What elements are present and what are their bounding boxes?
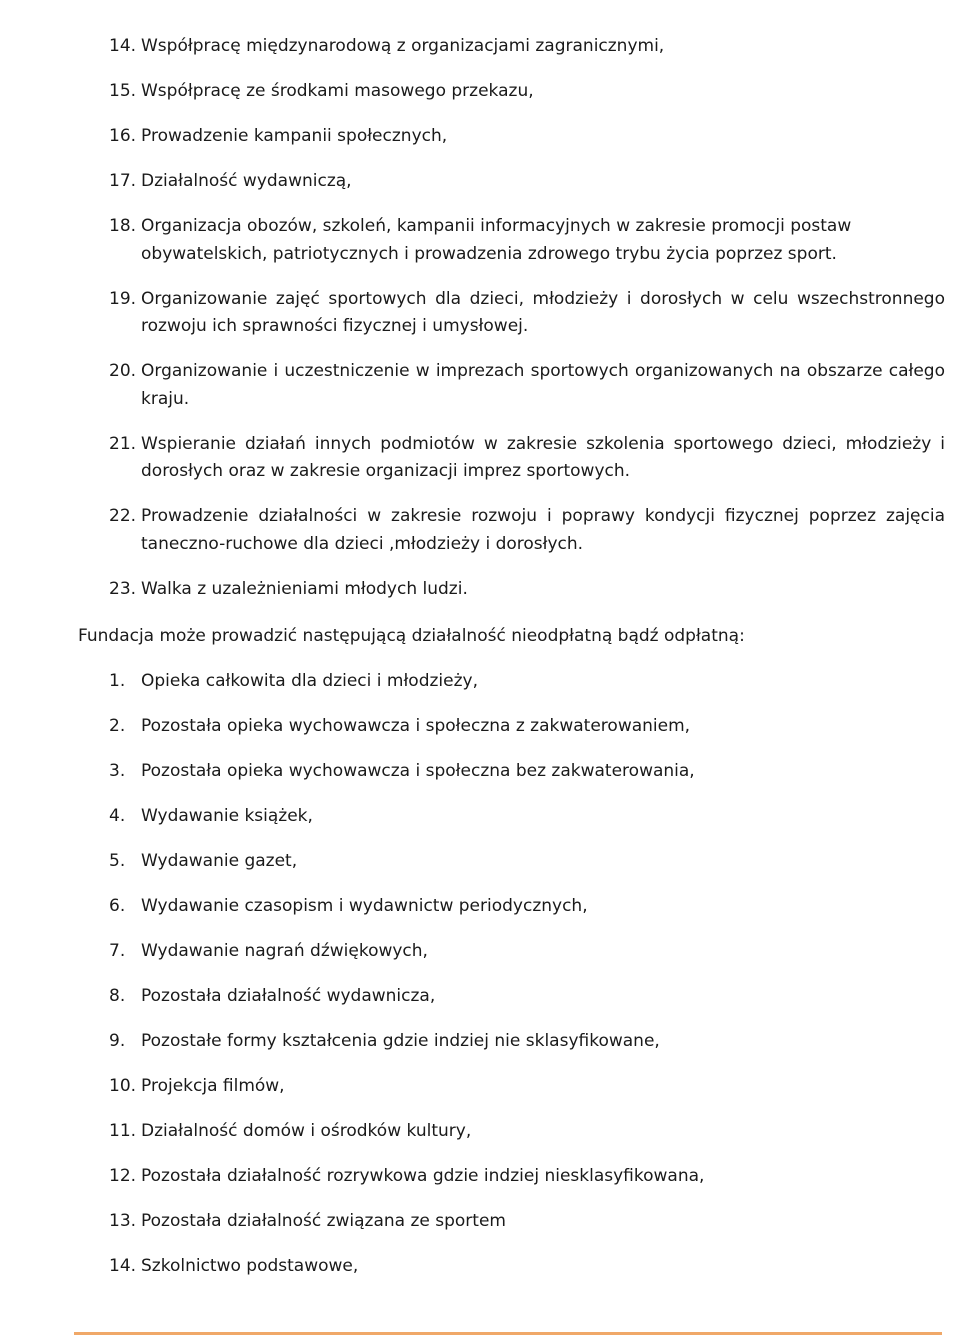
item-text: Organizowanie zajęć sportowych dla dzieci, młodzieży i dorosłych w celu wszechstronnego rozwoju ich sprawności fizycznej i umysłowej. [141,288,945,336]
item-text: Wydawanie książek, [141,806,313,826]
item-text: Organizowanie i uczestniczenie w imprezach sportowych organizowanych na obszarze całego kraju. [141,361,945,409]
item-text: Pozostała opieka wychowawcza i społeczna z zakwaterowaniem, [141,716,691,736]
list-item [109,1208,945,1236]
list-item [109,1253,945,1281]
list-item [109,758,945,786]
item-text: Wydawanie nagrań dźwiękowych, [141,941,428,961]
objectives-list [109,33,945,621]
activities-intro-paragraph: Fundacja może prowadzić następującą działalność nieodpłatną bądź odpłatną: [78,626,745,646]
item-number: 10. [109,1076,137,1096]
list-item [109,938,945,966]
item-number: 14. [109,1256,137,1276]
activities-list [109,668,945,1298]
item-text: Projekcja filmów, [141,1076,285,1096]
list-item [109,576,945,604]
item-text: Działalność wydawniczą, [141,171,352,191]
footer-divider [74,1332,942,1335]
item-text: Organizacja obozów, szkoleń, kampanii informacyjnych w zakresie promocji postaw obywatelskich, patriotycznych i prowadzenia zdrowego trybu życia poprzez sport. [141,216,852,264]
list-item [109,1028,945,1056]
item-text: Wydawanie gazet, [141,851,298,871]
item-text: Prowadzenie kampanii społecznych, [141,126,448,146]
list-item [109,168,945,196]
list-item [109,893,945,921]
list-item [109,33,945,61]
item-number: 1. [109,671,126,691]
item-number: 5. [109,851,126,871]
item-number: 12. [109,1166,137,1186]
item-text: Pozostałe formy kształcenia gdzie indziej nie sklasyfikowane, [141,1031,660,1051]
list-item [109,1163,945,1191]
item-text: Wspieranie działań innych podmiotów w zakresie szkolenia sportowego dzieci, młodzieży i dorosłych oraz w zakresie organizacji imprez sportowych. [141,433,945,481]
list-item [109,668,945,696]
item-number: 14. [109,36,137,56]
item-number: 17. [109,171,137,191]
item-number: 20. [109,361,137,381]
list-item [109,123,945,151]
item-text: Współpracę ze środkami masowego przekazu, [141,81,534,101]
list-item [109,1073,945,1101]
item-number: 21. [109,433,137,454]
list-item [109,358,945,413]
list-item [109,78,945,106]
item-number: 22. [109,506,137,526]
list-item [109,983,945,1011]
item-text: Prowadzenie działalności w zakresie rozwoju i poprawy kondycji fizycznej poprzez zajęcia taneczno-ruchowe dla dzieci ,młodzieży i dorosłych. [141,506,945,554]
item-number: 23. [109,578,137,599]
item-number: 6. [109,896,126,916]
item-text: Działalność domów i ośrodków kultury, [141,1121,472,1141]
item-number: 15. [109,81,137,101]
item-number: 13. [109,1211,137,1231]
item-text: Walka z uzależnieniami młodych ludzi. [141,578,468,599]
item-text: Pozostała działalność związana ze sportem [141,1211,506,1231]
item-text: Pozostała działalność rozrywkowa gdzie indziej niesklasyfikowana, [141,1166,705,1186]
item-number: 16. [109,126,137,146]
list-item [109,713,945,741]
item-text: Szkolnictwo podstawowe, [141,1256,359,1276]
item-number: 7. [109,941,126,961]
item-number: 3. [109,761,126,781]
list-item [109,803,945,831]
item-text: Pozostała opieka wychowawcza i społeczna bez zakwaterowania, [141,761,695,781]
item-text: Wydawanie czasopism i wydawnictw periodycznych, [141,896,588,916]
item-number: 8. [109,986,126,1006]
list-item [109,213,945,268]
item-number: 19. [109,288,137,309]
item-text: Opieka całkowita dla dzieci i młodzieży, [141,671,478,691]
list-item [109,1118,945,1146]
item-text: Pozostała działalność wydawnicza, [141,986,436,1006]
item-number: 2. [109,716,126,736]
item-number: 11. [109,1121,137,1141]
item-text: Współpracę międzynarodową z organizacjami zagranicznymi, [141,36,665,56]
item-number: 9. [109,1031,126,1051]
list-item [109,848,945,876]
list-item [109,431,945,486]
list-item [109,286,945,341]
list-item [109,503,945,558]
item-number: 18. [109,216,137,236]
item-number: 4. [109,806,126,826]
